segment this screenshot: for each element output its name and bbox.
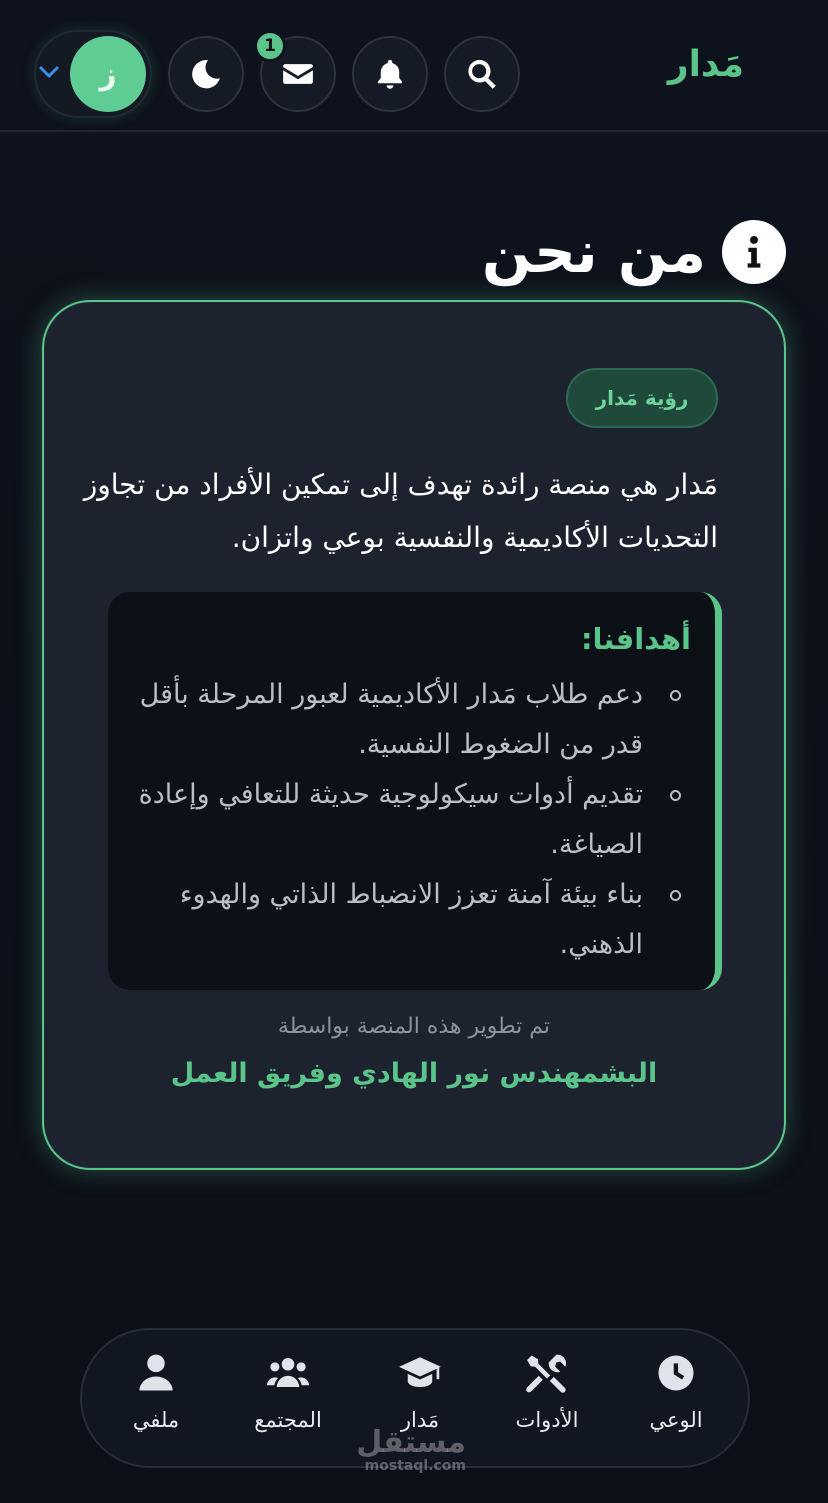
user-icon — [133, 1352, 179, 1394]
message-count-badge: 1 — [254, 30, 286, 62]
search-button[interactable] — [444, 36, 520, 112]
bell-icon — [373, 57, 407, 91]
chevron-down-icon[interactable] — [38, 64, 60, 78]
goal-item — [121, 670, 681, 770]
nav-label: ملفي — [132, 1408, 180, 1432]
watermark-name: مستقل — [356, 1425, 466, 1460]
users-icon — [265, 1352, 311, 1394]
bullet-icon — [670, 790, 681, 801]
notifications-button[interactable] — [352, 36, 428, 112]
info-icon — [722, 220, 786, 284]
page-heading — [482, 212, 786, 292]
nav-label: المجتمع — [254, 1408, 322, 1432]
nav-item-profile[interactable] — [96, 1352, 216, 1452]
credit-name: البشمهندس نور الهادي وفريق العمل — [170, 1058, 658, 1089]
nav-item-community[interactable] — [228, 1352, 348, 1452]
credit-label: تم تطوير هذه المنصة بواسطة — [277, 1014, 551, 1039]
goal-item — [121, 870, 681, 970]
nav-item-awareness[interactable] — [616, 1352, 736, 1452]
envelope-icon — [281, 57, 315, 91]
goals-title: أهدافنا: — [580, 622, 691, 656]
nav-label: الوعي — [649, 1408, 703, 1432]
theme-toggle-button[interactable] — [168, 36, 244, 112]
bullet-icon — [670, 890, 681, 901]
goal-item — [121, 770, 681, 870]
goal-text: بناء بيئة آمنة تعزز الانضباط الذاتي والهدوء الذهني. — [179, 879, 643, 960]
top-header — [0, 0, 828, 132]
avatar[interactable]: ز — [70, 36, 146, 112]
goals-list — [121, 670, 681, 970]
graduation-cap-icon — [397, 1352, 443, 1394]
watermark-site: mostaql.com — [364, 1458, 466, 1474]
page-title: من نحن — [481, 218, 706, 286]
goal-text: تقديم أدوات سيكولوجية حديثة للتعافي وإعادة الصياغة. — [138, 779, 643, 860]
brand-logo[interactable]: مَدار — [667, 44, 744, 85]
intro-text: مَدار هي منصة رائدة تهدف إلى تمكين الأفراد من تجاوز التحديات الأكاديمية والنفسية بوعي واتزان. — [83, 468, 718, 554]
about-card — [42, 300, 786, 1170]
clock-icon — [653, 1352, 699, 1394]
moon-icon — [189, 57, 223, 91]
nav-label: الأدوات — [515, 1408, 579, 1432]
tools-icon — [524, 1352, 570, 1394]
watermark — [356, 1425, 466, 1474]
search-icon — [465, 57, 499, 91]
goal-text: دعم طلاب مَدار الأكاديمية لعبور المرحلة بأقل قدر من الضغوط النفسية. — [139, 679, 643, 760]
goals-box — [108, 592, 722, 990]
vision-tag: رؤية مَدار — [566, 368, 718, 428]
bullet-icon — [670, 690, 681, 701]
nav-label: مَدار — [400, 1408, 440, 1432]
nav-item-tools[interactable] — [487, 1352, 607, 1452]
